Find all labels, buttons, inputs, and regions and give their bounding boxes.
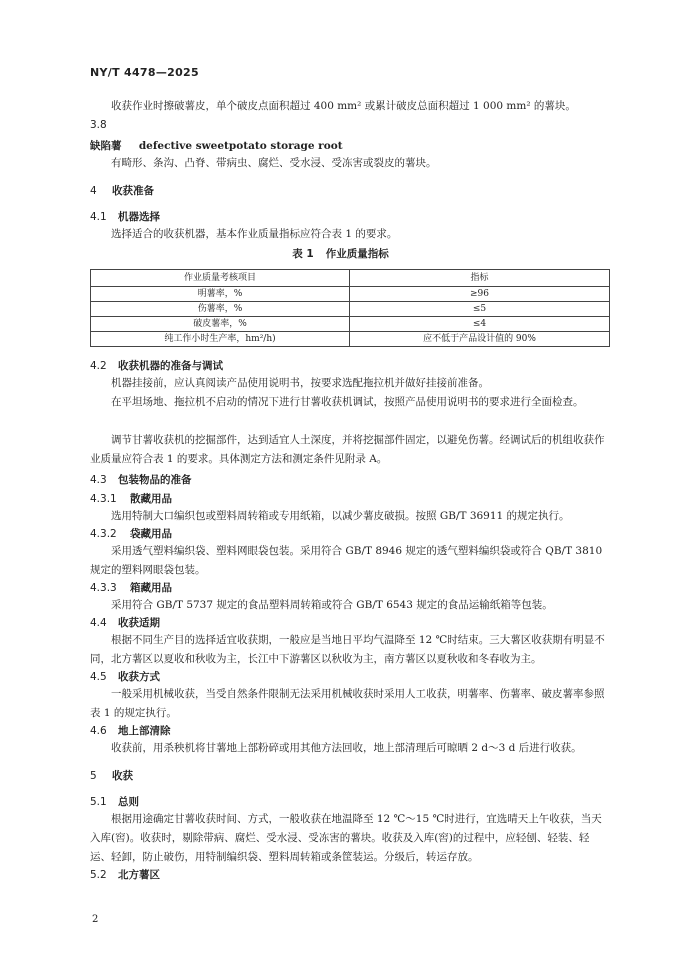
table-header-row bbox=[91, 270, 610, 287]
section-4-6-text: 收获前，用杀秧机将甘薯地上部粉碎或用其他方法回收，地上部清理后可晾晒 2 d～3 d 后进行收获。 bbox=[111, 742, 582, 754]
table-cell: 明薯率，% bbox=[91, 287, 350, 302]
table-cell: 伤薯率，% bbox=[91, 302, 350, 317]
section-4-3-2-heading bbox=[90, 526, 172, 541]
section-number: 5.2 bbox=[90, 869, 107, 881]
table-header-cell: 指标 bbox=[350, 270, 610, 287]
section-number: 4.2 bbox=[90, 360, 107, 372]
section-number: 5.1 bbox=[90, 796, 107, 808]
section-4-2-heading bbox=[90, 358, 223, 373]
section-4-6-heading bbox=[90, 723, 171, 738]
table-row bbox=[91, 287, 610, 302]
section-title: 收获准备 bbox=[112, 185, 154, 197]
page-number: 2 bbox=[92, 914, 99, 925]
section-4-1-text: 选择适合的收获机器，基本作业质量指标应符合表 1 的要求。 bbox=[111, 228, 398, 240]
table-number: 表 1 bbox=[292, 248, 314, 260]
table-row bbox=[91, 332, 610, 347]
section-title: 袋藏用品 bbox=[130, 528, 172, 540]
table-row bbox=[91, 317, 610, 332]
section-number: 4 bbox=[90, 185, 97, 197]
intro-paragraph: 收获作业时擦破薯皮，单个破皮点面积超过 400 mm² 或累计破皮总面积超过 1 000 mm² 的薯块。 bbox=[111, 100, 576, 112]
section-4-3-1-heading bbox=[90, 491, 172, 506]
section-5-1-text: 根据用途确定甘薯收获时间、方式，一般收获在地温降至 12 ℃～15 ℃时进行，宜选晴天上午收获，当天入库(窖)。收获时，剔除带病、腐烂、受水浸、受冻害的薯块。收获及入库(窖)的过程中，应轻刨、轻装、轻运、轻卸，防止破伤，用特制编织袋、塑料周转箱或条筐装运。分级后，转运存放。 bbox=[90, 813, 602, 863]
section-title: 收获机器的准备与调试 bbox=[118, 360, 223, 372]
term-entry bbox=[90, 138, 343, 153]
section-title: 地上部清除 bbox=[118, 725, 171, 737]
section-4-3-1-text: 选用特制大口编织包或塑料周转箱或专用纸箱，以减少薯皮破损。按照 GB/T 36911 的规定执行。 bbox=[111, 510, 570, 522]
section-number: 4.3.1 bbox=[90, 493, 117, 505]
table-title: 作业质量指标 bbox=[325, 248, 389, 260]
section-5-heading bbox=[90, 768, 133, 783]
table-row bbox=[91, 302, 610, 317]
section-4-3-2-text: 采用透气塑料编织袋、塑料网眼袋包装。采用符合 GB/T 8946 规定的透气塑料编织袋或符合 QB/T 3810 规定的塑料网眼袋包装。 bbox=[90, 545, 603, 576]
table-caption bbox=[0, 246, 681, 261]
section-number: 4.1 bbox=[90, 211, 107, 223]
section-4-4-text: 根据不同生产目的选择适宜收获期，一般应是当地日平均气温降至 12 ℃时结束。三大薯区收获期有明显不同，北方薯区以夏收和秋收为主，长江中下游薯区以秋收为主，南方薯区以夏秋收和冬春收为主。 bbox=[90, 634, 605, 665]
section-4-2-p1: 机器挂接前，应认真阅读产品使用说明书，按要求选配拖拉机并做好挂接前准备。 bbox=[111, 377, 489, 389]
section-title: 收获 bbox=[112, 770, 133, 782]
section-4-4-heading bbox=[90, 615, 160, 630]
table-cell: ≤4 bbox=[350, 317, 610, 332]
section-4-2-p3: 调节甘薯收获机的挖掘部件，达到适宜人土深度，并将挖掘部件固定，以避免伤薯。经调试后的机组收获作业质量应符合表 1 的要求。具体测定方法和测定条件见附录 A。 bbox=[90, 434, 605, 465]
section-4-2-p2: 在平坦场地、拖拉机不启动的情况下进行甘薯收获机调试，按照产品使用说明书的要求进行全面检查。 bbox=[111, 396, 584, 408]
section-title: 北方薯区 bbox=[118, 869, 160, 881]
section-4-3-3-heading bbox=[90, 580, 172, 595]
section-number: 4.3.3 bbox=[90, 582, 117, 594]
section-number: 4.4 bbox=[90, 617, 107, 629]
term-number: 3.8 bbox=[90, 119, 107, 131]
section-5-2-heading bbox=[90, 867, 160, 882]
section-title: 散藏用品 bbox=[130, 493, 172, 505]
section-title: 包装物品的准备 bbox=[118, 474, 192, 486]
section-number: 4.5 bbox=[90, 671, 107, 683]
section-number: 4.3 bbox=[90, 474, 107, 486]
table-cell: 破皮薯率，% bbox=[91, 317, 350, 332]
section-number: 5 bbox=[90, 770, 97, 782]
term-english: defective sweetpotato storage root bbox=[138, 140, 343, 152]
table-cell: 纯工作小时生产率，hm²/h) bbox=[91, 332, 350, 347]
section-4-5-text: 一般采用机械收获，当受自然条件限制无法采用机械收获时采用人工收获，明薯率、伤薯率、破皮薯率参照表 1 的规定执行。 bbox=[90, 688, 605, 719]
section-4-heading bbox=[90, 183, 154, 198]
quality-table bbox=[90, 269, 610, 347]
section-4-1-heading bbox=[90, 209, 160, 224]
table-cell: ≤5 bbox=[350, 302, 610, 317]
table-header-cell: 作业质量考核项目 bbox=[91, 270, 350, 287]
standard-code: NY/T 4478—2025 bbox=[90, 66, 199, 79]
section-title: 箱藏用品 bbox=[130, 582, 172, 594]
term-definition: 有畸形、条沟、凸脊、带病虫、腐烂、受水浸、受冻害或裂皮的薯块。 bbox=[111, 157, 437, 169]
section-4-3-heading bbox=[90, 472, 192, 487]
section-title: 收获方式 bbox=[118, 671, 160, 683]
table-cell: ≥96 bbox=[350, 287, 610, 302]
term-chinese: 缺陷薯 bbox=[90, 140, 122, 152]
section-title: 总则 bbox=[118, 796, 139, 808]
table-cell: 应不低于产品设计值的 90% bbox=[350, 332, 610, 347]
section-number: 4.3.2 bbox=[90, 528, 117, 540]
section-number: 4.6 bbox=[90, 725, 107, 737]
section-4-3-3-text: 采用符合 GB/T 5737 规定的食品塑料周转箱或符合 GB/T 6543 规定的食品运输纸箱等包装。 bbox=[111, 599, 553, 611]
section-5-1-heading bbox=[90, 794, 139, 809]
section-title: 机器选择 bbox=[118, 211, 160, 223]
section-4-5-heading bbox=[90, 669, 160, 684]
section-title: 收获适期 bbox=[118, 617, 160, 629]
